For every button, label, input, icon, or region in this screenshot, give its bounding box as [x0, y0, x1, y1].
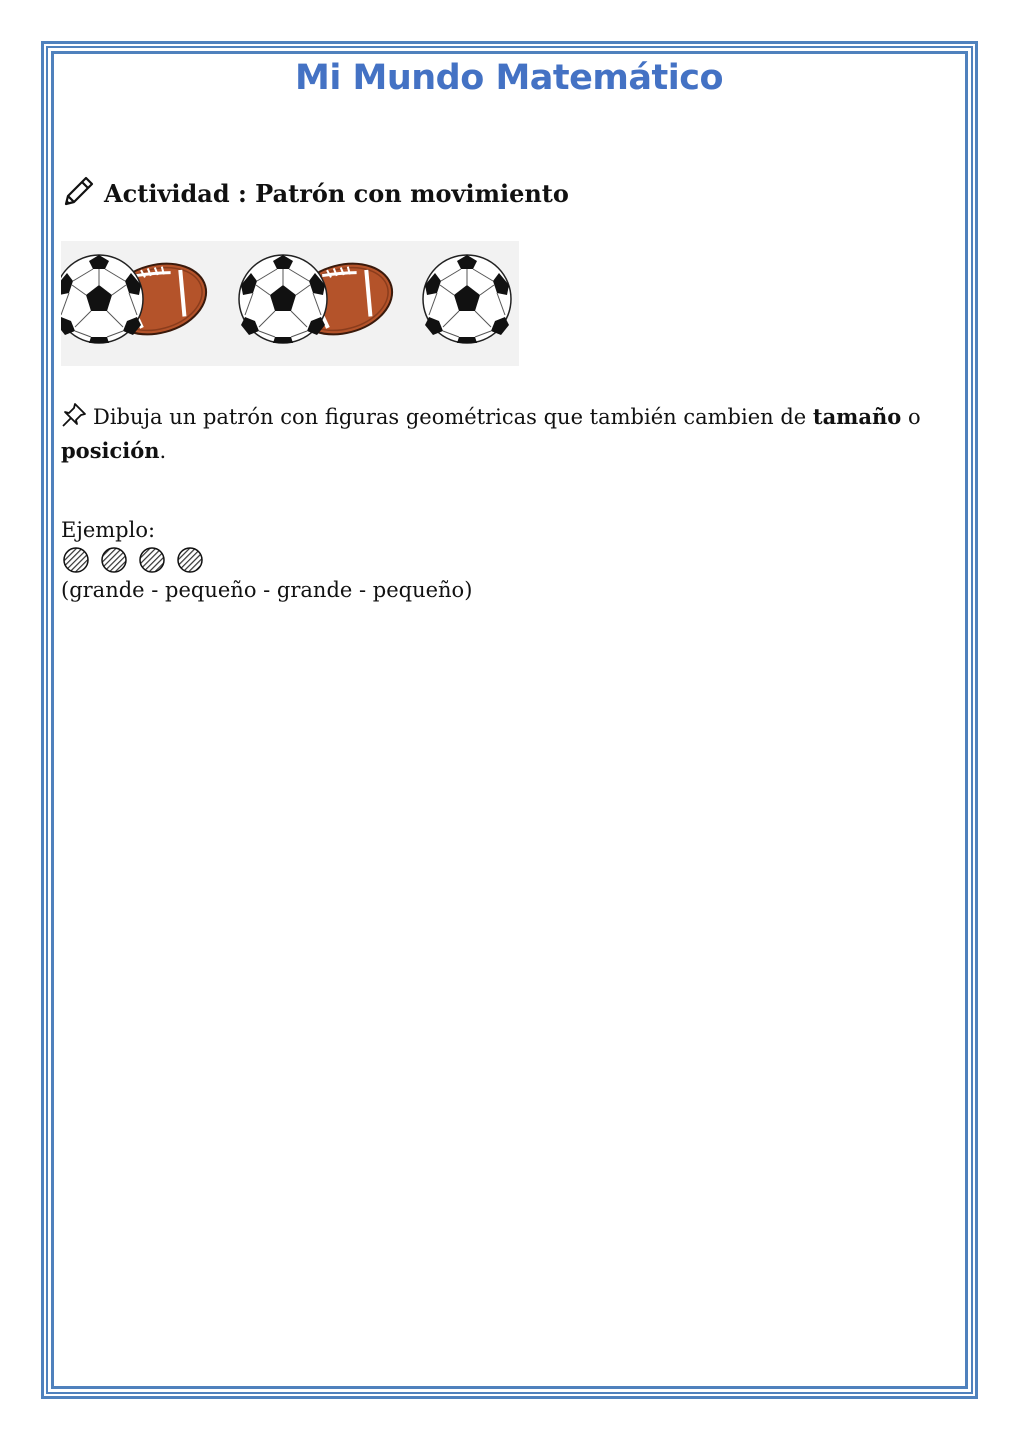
- hatched-circle: [178, 548, 202, 572]
- pencil-icon: [62, 174, 96, 212]
- instruction-text: [61, 402, 931, 466]
- instruction-connector: o: [901, 405, 921, 429]
- example-circles: [61, 546, 211, 574]
- activity-heading: [62, 176, 569, 210]
- pushpin-icon: [61, 402, 87, 436]
- hatched-circle: [140, 548, 164, 572]
- example-label: Ejemplo:: [61, 518, 156, 542]
- instruction-period: .: [159, 439, 167, 463]
- page-title: Mi Mundo Matemático: [295, 58, 723, 98]
- example-caption: (grande - pequeño - grande - pequeño): [61, 578, 473, 602]
- activity-title: Actividad : Patrón con movimiento: [104, 178, 569, 208]
- instruction-bold-size: tamaño: [812, 404, 902, 429]
- instruction-bold-position: posición: [61, 438, 160, 463]
- pattern-image: [61, 241, 519, 366]
- hatched-circle: [102, 548, 126, 572]
- instruction-body: Dibuja un patrón con figuras geométricas que también cambien de: [93, 405, 813, 429]
- hatched-circle: [64, 548, 88, 572]
